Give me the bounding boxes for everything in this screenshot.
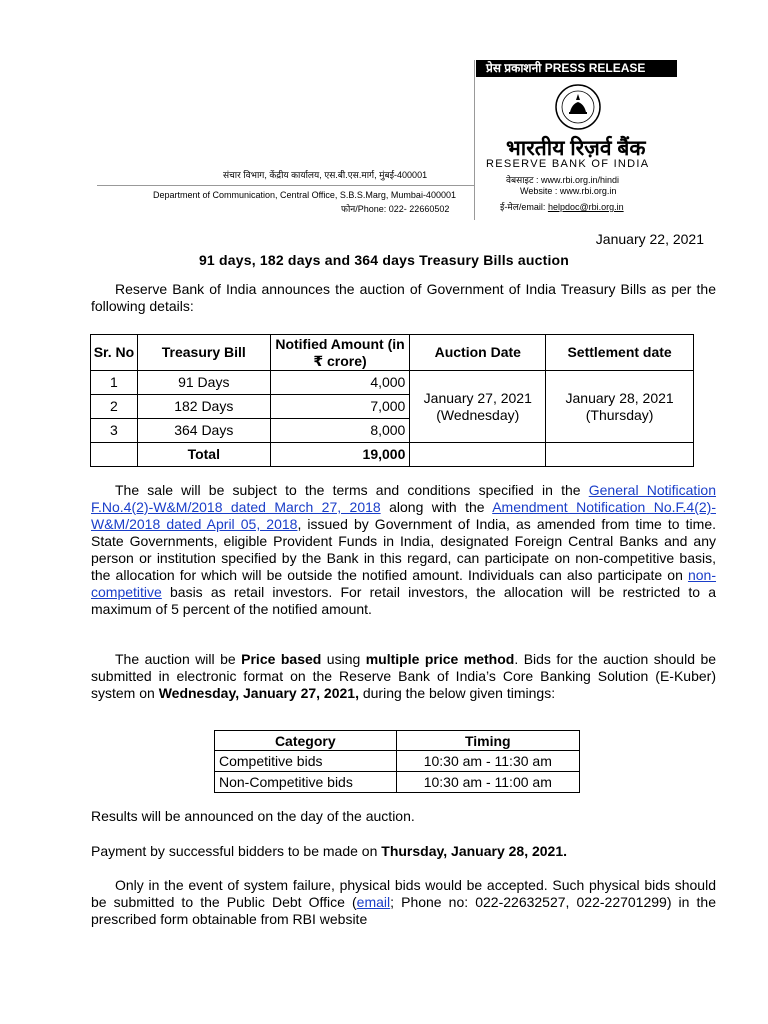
email-line xyxy=(500,200,624,213)
email-link[interactable]: helpdoc@rbi.org.in xyxy=(547,202,624,212)
website-hindi: वेबसाइट : www.rbi.org.in/hindi xyxy=(506,175,620,185)
amendment-notification-link[interactable]: Amendment Notification No.F.4(2)-W&M/2018 dated April 05, 2018 xyxy=(91,499,716,532)
department-divider xyxy=(97,185,474,186)
table-row xyxy=(215,751,580,772)
cell-empty xyxy=(546,443,694,467)
cell-amount: 7,000 xyxy=(270,395,410,419)
header-timing: Timing xyxy=(396,731,579,751)
auction-day: (Wednesday) xyxy=(436,406,520,423)
header-settlement-date: Settlement date xyxy=(546,335,694,371)
auction-method-paragraph: The auction will be Price based using multiple price method. Bids for the auction should be submitted in electronic format on the Reserve Bank of India’s Core Banking Solution (E-Kuber) system on Wednesday, January 27, 2021, during the below given timings: xyxy=(91,651,717,701)
total-label: Total xyxy=(137,443,270,467)
table-total-row xyxy=(91,443,694,467)
page-title: 91 days, 182 days and 364 days Treasury Bills auction xyxy=(198,252,570,268)
department-english: Department of Communication, Central Office, S.B.S.Marg, Mumbai-400001 xyxy=(153,190,456,200)
general-notification-link[interactable]: General Notification F.No.4(2)-W&M/2018 dated March 27, 2018 xyxy=(91,482,716,515)
cell-category: Competitive bids xyxy=(215,751,397,772)
cell-sr: 3 xyxy=(91,419,138,443)
auction-date: January 27, 2021 xyxy=(423,389,532,406)
cell-empty xyxy=(410,443,546,467)
table-row xyxy=(215,772,580,793)
bank-name-hindi: भारतीय रिज़र्व बैंक xyxy=(506,137,646,160)
table-header-row xyxy=(91,335,694,371)
email-link[interactable]: email xyxy=(356,894,391,910)
table-header-row xyxy=(215,731,580,751)
cell-category: Non-Competitive bids xyxy=(215,772,397,793)
phone-number: फोन/Phone: 022- 22660502 xyxy=(341,204,450,214)
treasury-bills-table xyxy=(90,334,694,467)
cell-settlement-date xyxy=(546,371,694,443)
intro-paragraph: Reserve Bank of India announces the auction of Government of India Treasury Bills as per the following details: xyxy=(91,281,716,314)
release-date: January 22, 2021 xyxy=(595,231,704,247)
cell-sr: 2 xyxy=(91,395,138,419)
terms-paragraph: The sale will be subject to the terms and conditions specified in the General Notification F.No.4(2)-W&M/2018 dated March 27, 2018 along with the Amendment Notification No.F.4(2)-W&M/2018 dated April 05, 2018, issued by Government of India, as amended from time to time. State Governments, eligible Provident Funds in India, designated Foreign Central Banks and any person or institution specified by the Bank in this regard, can participate on non-competitive basis, the allocation for which will be outside the notified amount. Individuals can also participate on non-competitive basis as retail investors. For retail investors, the allocation will be restricted to a maximum of 5 percent of the notified amount. xyxy=(91,482,717,617)
non-competitive-link[interactable]: non-competitive xyxy=(91,567,717,600)
header-treasury-bill: Treasury Bill xyxy=(137,335,270,371)
header-notified-amount: Notified Amount (in ₹ crore) xyxy=(270,335,410,371)
cell-sr: 1 xyxy=(91,371,138,395)
cell-bill: 91 Days xyxy=(137,371,270,395)
cell-auction-date xyxy=(410,371,546,443)
payment-paragraph: Payment by successful bidders to be made on Thursday, January 28, 2021. xyxy=(91,843,568,859)
rbi-seal-icon xyxy=(555,84,601,130)
email-label: ई-मेल/email: xyxy=(500,202,546,212)
cell-bill: 182 Days xyxy=(137,395,270,419)
settlement-day: (Thursday) xyxy=(585,406,654,423)
bid-timings-table xyxy=(214,730,580,793)
physical-bids-paragraph: Only in the event of system failure, physical bids would be accepted. Such physical bids should be submitted to the Public Debt Office (email; Phone no: 022-22632527, 022-22701299) in the prescribed form obtainable from RBI website xyxy=(91,877,717,927)
cell-empty xyxy=(91,443,138,467)
cell-amount: 8,000 xyxy=(270,419,410,443)
cell-timing: 10:30 am - 11:00 am xyxy=(396,772,579,793)
header-divider xyxy=(474,60,475,220)
department-hindi: संचार विभाग, केंद्रीय कार्यालय, एस.बी.एस.मार्ग, मुंबई-400001 xyxy=(223,170,428,180)
header-sr-no: Sr. No xyxy=(91,335,138,371)
bank-name-english: RESERVE BANK OF INDIA xyxy=(486,158,650,170)
header-auction-date: Auction Date xyxy=(410,335,546,371)
header-category: Category xyxy=(215,731,397,751)
table-row xyxy=(91,371,694,395)
results-paragraph: Results will be announced on the day of the auction. xyxy=(91,808,415,824)
settlement-date: January 28, 2021 xyxy=(565,389,674,406)
website: Website : www.rbi.org.in xyxy=(520,186,617,196)
total-value: 19,000 xyxy=(270,443,410,467)
cell-bill: 364 Days xyxy=(137,419,270,443)
press-release-badge: प्रेस प्रकाशनी PRESS RELEASE xyxy=(476,60,677,77)
cell-amount: 4,000 xyxy=(270,371,410,395)
cell-timing: 10:30 am - 11:30 am xyxy=(396,751,579,772)
